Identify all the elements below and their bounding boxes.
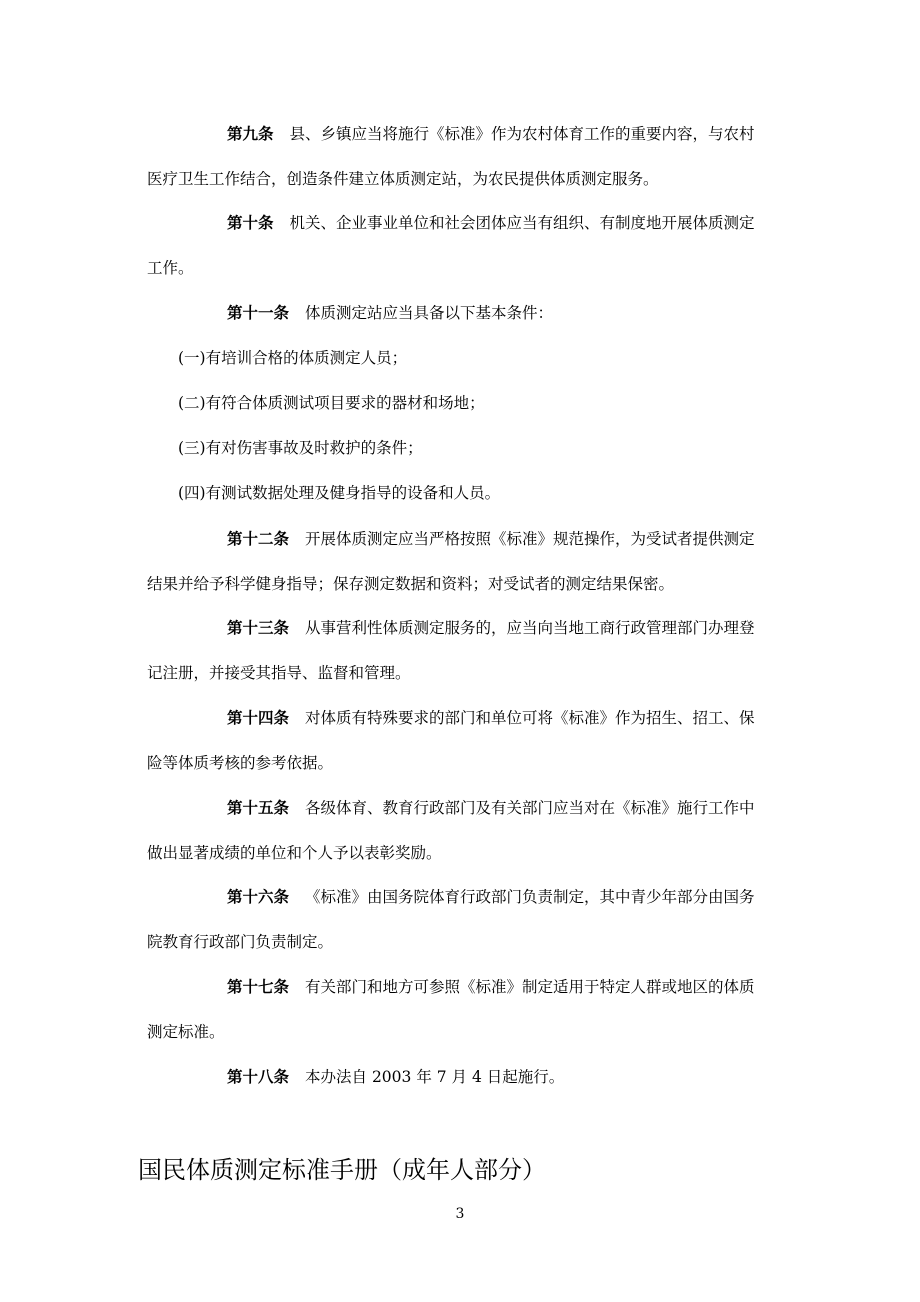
article-label: 第十三条	[227, 619, 290, 637]
article-text: 开展体质测定应当严格按照《标准》规范操作，为受试者提供测定	[305, 530, 755, 548]
article-text: 对体质有特殊要求的部门和单位可将《标准》作为招生、招工、保	[305, 709, 755, 727]
article-text-continued: 险等体质考核的参考依据。	[147, 754, 334, 772]
article-label: 第十六条	[227, 888, 290, 906]
article-label: 第十五条	[227, 799, 290, 817]
article-label: 第十条	[227, 214, 274, 232]
article-text-continued: 记注册，并接受其指导、监督和管理。	[147, 664, 411, 682]
article-text: 从事营利性体质测定服务的，应当向当地工商行政管理部门办理登	[305, 619, 755, 637]
article-text-continued: 做出显著成绩的单位和个人予以表彰奖励。	[147, 844, 442, 862]
article-label: 第十二条	[227, 530, 290, 548]
article-text: 机关、企业事业单位和社会团体应当有组织、有制度地开展体质测定	[289, 214, 755, 232]
article-text-continued: 工作。	[147, 259, 194, 277]
article-label: 第十八条	[227, 1068, 290, 1086]
article-label: 第十七条	[227, 978, 290, 996]
section-heading: 国民体质测定标准手册（成年人部分）	[138, 1156, 546, 1184]
article-label: 第十一条	[227, 304, 290, 322]
page-number: 3	[455, 1206, 465, 1222]
article-text: 有关部门和地方可参照《标准》制定适用于特定人群或地区的体质	[305, 978, 755, 996]
document-page: 第九条 县、乡镇应当将施行《标准》作为农村体育工作的重要内容，与农村 医疗卫生工作结合，创造条件建立体质测定站，为农民提供体质测定服务。 第十条 机关、企业事业单位和社会团体应当有组织、有制度地开展体质测定 工作。 第十一条 体质测定站应当具备以下基本条件： (一)有培训合格的体质测定人员； (二)有符合体质测试项目要求的器材和场地； (三)有对伤害事故及时救护的条件； (四)有测试数据处理及健身指导的设备和人员。 第十二条 开展体质测定应当严格按照《标准》规范操作，为受试者提供测定 结果并给予科学健身指导；保存测定数据和资料；对受试者的测定结果保密。 第十三条 从事营利性体质测定服务的，应当向当地工商行政管理部门办理登 记注册，并接受其指导、监督和管理。 第十四条 对体质有特殊要求的部门和单位可将《标准》作为招生、招工、保 险等体质考核的参考依据。 第十五条 各级体育、教育行政部门及有关部门应当对在《标准》施行工作中 做出显著成绩的单位和个人予以表彰奖励。 第十六条 《标准》由国务院体育行政部门负责制定，其中青少年部分由国务 院教育行政部门负责制定。 第十七条 有关部门和地方可参照《标准》制定适用于特定人群或地区的体质 测定标准。 第十八条 本办法自 2003 年 7 月 4 日起施行。 国民体质测定标准手册（成年人部分） 3	[0, 0, 920, 1302]
article-text: 县、乡镇应当将施行《标准》作为农村体育工作的重要内容，与农村	[289, 125, 755, 143]
article-text-continued: 结果并给予科学健身指导；保存测定数据和资料；对受试者的测定结果保密。	[147, 575, 675, 593]
article-text: 体质测定站应当具备以下基本条件：	[305, 304, 554, 322]
article-text-continued: 测定标准。	[147, 1023, 225, 1041]
article-text-continued: 医疗卫生工作结合，创造条件建立体质测定站，为农民提供体质测定服务。	[147, 170, 659, 188]
article-text: 本办法自 2003 年 7 月 4 日起施行。	[305, 1068, 565, 1086]
article-text-continued: 院教育行政部门负责制定。	[147, 933, 334, 951]
article-text: 各级体育、教育行政部门及有关部门应当对在《标准》施行工作中	[305, 799, 755, 817]
article-label: 第九条	[227, 125, 274, 143]
article-text: 《标准》由国务院体育行政部门负责制定，其中青少年部分由国务	[305, 888, 755, 906]
article-label: 第十四条	[227, 709, 290, 727]
